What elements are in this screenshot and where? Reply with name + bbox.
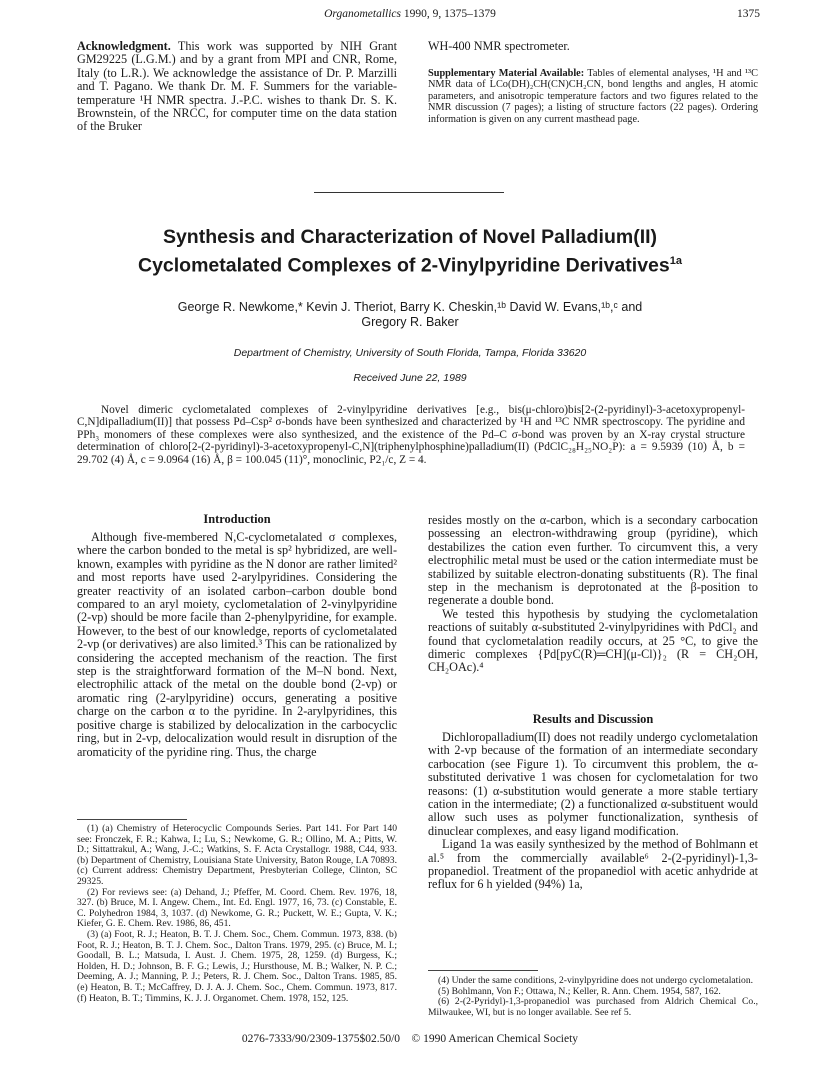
- footnotes-left: [77, 824, 397, 1004]
- journal-citation: [60, 8, 760, 20]
- introduction-body: [77, 531, 397, 759]
- received-date: Received June 22, 1989: [353, 372, 467, 384]
- introduction-heading: Introduction: [203, 512, 271, 526]
- supplementary-text: Tables of elemental analyses, ¹H and ¹³C NMR data of LCo(DH)₂CH(CN)CH₂CN, bond lengths and angles, H atomic parameters, and anisotropic temperature factors and two figures related to the NMR discussion (7 pages); a listing of structure factors (22 pages). Ordering information is given on any current masthead page.: [428, 68, 758, 125]
- authors-line-2: Gregory R. Baker: [361, 315, 459, 329]
- footnote-divider-right: [428, 970, 538, 971]
- acknowledgment: [77, 40, 397, 134]
- results-heading: Results and Discussion: [532, 712, 654, 726]
- supplementary-material: [428, 68, 758, 125]
- title-footnote-mark: 1a: [669, 255, 682, 267]
- title-line-2-text: Cyclometalated Complexes of 2-Vinylpyridine Derivatives: [137, 254, 670, 277]
- journal-volume: 1990, 9, 1375–1379: [403, 8, 496, 20]
- journal-name: Organometallics: [324, 8, 401, 20]
- footnote-6: (6) 2-(2-Pyridyl)-1,3-propanediol was purchased from Aldrich Chemical Co., Milwaukee, WI, but is no longer available. See ref 5.: [428, 996, 758, 1018]
- footnote-5: (5) Bohlmann, Von F.; Ottawa, N.; Keller, R. Ann. Chem. 1954, 587, 162.: [438, 985, 721, 997]
- results-paragraph-1: Dichloropalladium(II) does not readily undergo cyclometalation with 2-vp because of the formation of an intermediate secondary carbocation (see Figure 1). To circumvent this problem, the α-substituted derivative 1 was chosen for cyclometalation for two reasons: (1) α-substitution would generate a more stable tertiary cation in the intermediate; (2) a functionalized α-substituent would allow such uses as polymer functionalization, synthesis of dinuclear complexes, and easy ligand modification.: [428, 730, 758, 838]
- abstract: [77, 404, 745, 466]
- intro-continued-paragraph-2: We tested this hypothesis by studying the cyclometalation reactions of suitably α-substituted 2-vinylpyridines with PdCl₂ and found that cyclometalation readily occurs, at 25 °C, to give the dimeric complexes {Pd[pyC(R)═CH](μ-Cl)}₂ (R = CH₂OH, CH₂OAc).⁴: [428, 606, 758, 675]
- acknowledgment-continued: WH-400 NMR spectrometer.: [428, 39, 570, 53]
- title-line-1: Synthesis and Characterization of Novel Palladium(II): [162, 226, 658, 248]
- abstract-text: Novel dimeric cyclometalated complexes of 2-vinylpyridine derivatives [e.g., bis(μ-chloro)bis[2-(2-pyridinyl)-3-acetoxypropenyl-C,N]dipalladium(II)] that possess Pd–Csp² σ-bonds have been synthesized and characterized by ¹H and ¹³C NMR spectroscopy. The pyridine and PPh₃ monomers of these complexes were also synthesized, and the existence of the Pd–C σ-bond was proven by an X-ray crystal structure determination of chloro[2-(2-pyridinyl)-3-acetoxypropenyl-C,N](triphenylphosphine)palladium(II) (PdClC₂₈H₂₅NO₂P): a = 9.5939 (10) Å, b = 29.702 (4) Å, c = 9.0964 (16) Å, β = 100.045 (11)°, monoclinic, P2₁/c, Z = 4.: [77, 404, 745, 466]
- introduction-continued: [428, 514, 758, 675]
- title-line-2: [90, 249, 730, 278]
- title-divider: [314, 192, 504, 193]
- results-body: [428, 731, 758, 892]
- footnote-4: (4) Under the same conditions, 2-vinylpyridine does not undergo cyclometalation.: [438, 975, 754, 986]
- footnote-divider-left: [77, 819, 187, 820]
- footnote-3: (3) (a) Foot, R. J.; Heaton, B. T. J. Chem. Soc., Chem. Commun. 1973, 838. (b) Foot, R. J.; Heaton, B. T. J. Chem. Soc., Dalton Trans. 1979, 295. (c) Bruce, M. I.; Goodall, B. L.; Matsuda, I. Aust. J. Chem. 1975, 28, 1259. (d) Burgess, K.; Holden, H. D.; Johnson, B. F. G.; Lewis, J.; Hursthouse, M. B.; Walker, N. P. C.; Deeming, A. J.; Manning, P. J.; Peters, R. J. Chem. Soc., Dalton Trans. 1985, 85. (e) Heaton, B. T.; McCaffrey, D. J. A. J. Chem. Soc., Chem. Commun. 1973, 817. (f) Heaton, B. T.; Timmins, K. J. J. Organomet. Chem. 1978, 152, 125.: [77, 928, 397, 1004]
- authors-line-1: George R. Newkome,* Kevin J. Theriot, Barry K. Cheskin,¹ᵇ David W. Evans,¹ᵇ,ᶜ and: [177, 300, 643, 314]
- footnotes-right: [428, 976, 758, 1018]
- authors: [100, 300, 720, 330]
- article-code: 0276-7333/90/2309-1375$02.50/0: [241, 1033, 401, 1045]
- supplementary-label: Supplementary Material Available:: [428, 68, 585, 79]
- copyright: © 1990 American Chemical Society: [411, 1033, 579, 1045]
- page-number: 1375: [737, 8, 760, 20]
- article-title: [90, 225, 730, 278]
- acknowledgment-text: This work was supported by NIH Grant GM29225 (L.G.M.) and by a grant from MPI and CNR, Rome, Italy (to L.R.). We acknowledge the assistance of Dr. P. Marzilli and T. Pagano. We thank Dr. M. F. Summers for the variable-temperature ¹H NMR spectra. J.-P.C. wishes to thank Dr. S. K. Brownstein, of the NRCC, for computer time on the data station of the Bruker: [77, 39, 398, 134]
- intro-continued-paragraph-1: resides mostly on the α-carbon, which is a secondary carbocation possessing an electron-withdrawing group (pyridine), which destabilizes the cation even further. To circumvent this, a very electrophilic metal must be used or the cation intermediate must be stabilized by suitable electron-donating substituents (R). The final step in the mechanism is deprotonated at the β-position to regenerate a double bond.: [428, 513, 758, 608]
- footnote-2: (2) For reviews see: (a) Dehand, J.; Pfeffer, M. Coord. Chem. Rev. 1976, 18, 327. (b) Bruce, M. I. Angew. Chem., Int. Ed. Engl. 1977, 16, 73. (c) Constable, E. C. Polyhedron 1984, 3, 1037. (d) Newkome, G. R.; Puckett, W. E.; Gupta, V. K.; Kiefer, G. E. Chem. Rev. 1986, 86, 451.: [77, 886, 397, 930]
- affiliation: Department of Chemistry, University of South Florida, Tampa, Florida 33620: [233, 347, 587, 359]
- acknowledgment-label: Acknowledgment.: [77, 39, 171, 53]
- results-paragraph-2: Ligand 1a was easily synthesized by the method of Bohlmann et al.⁵ from the commercially available⁶ 2-(2-pyridinyl)-1,3-propanediol. Treatment of the propanediol with acetic anhydride at reflux for 6 h yielded (94%) 1a,: [428, 837, 758, 892]
- page-footer: [200, 1033, 620, 1045]
- footnote-1: (1) (a) Chemistry of Heterocyclic Compounds Series. Part 141. For Part 140 see: Fronczek, F. R.; Kahwa, I.; Lu, S.; Newkome, G. R.; Ollino, M. A.; Pitts, W. D.; Sittattrakul, A.; Wang, J.-C.; Watkins, S. F. Acta Crystallogr. 1988, C44, 933. (b) Department of Chemistry, Louisiana State University, Baton Rouge, LA 70893. (c) Current address: Chemistry Department, Presbyterian College, Clinton, SC 29325.: [77, 823, 397, 887]
- running-header: [60, 8, 760, 24]
- introduction-paragraph: Although five-membered N,C-cyclometalated σ complexes, where the carbon bonded to the metal is sp² hybridized, are well-known, examples with pyridine as the N donor are rather limited² and most reports have used 2-arylpyridines. Considering the greater reactivity of an isolated carbon–carbon double bond compared to an aryl moiety, cyclometalation of 2-vinylpyridine (2-vp) should be more facile than 2-phenylpyridine, for example. However, to the best of our knowledge, reports of cyclometalated 2-vp (or derivatives) are also limited.³ This can be rationalized by considering the accepted mechanism of the reaction. The first step is the straightforward formation of the M–N bond. Next, electrophilic attack of the metal on the double bond (2-vp) or aromatic ring (2-arylpyridine) occurs, generating a positive charge on the carbon α to the pyridine. In 2-arylpyridines, this positive charge is stabilized by delocalization in the carbocyclic ring, but in 2-vp, delocalization would result in disruption of the aromaticity of the pyridine ring. Thus, the charge: [77, 530, 397, 759]
